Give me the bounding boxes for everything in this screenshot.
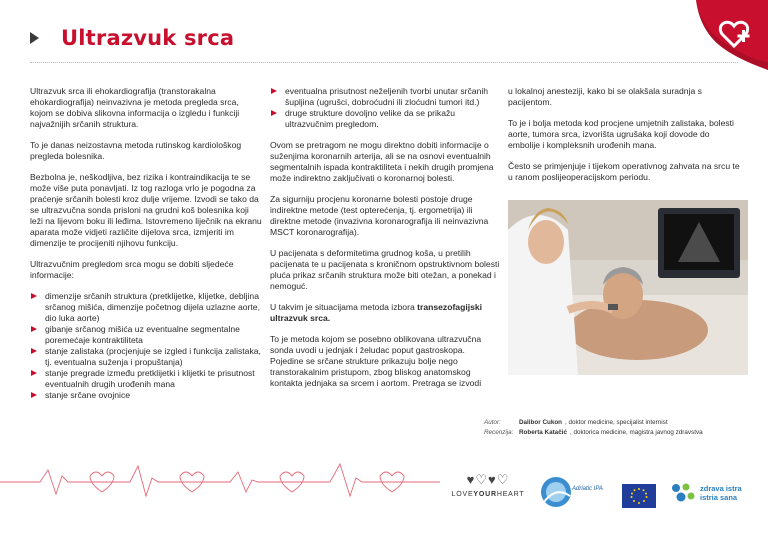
paragraph: Ovom se pretragom ne mogu direktno dobiti informacije o suženjima koronarnih arterija, ali se na osnovi eventualnih segmentalnih ispada kontraktiliteta i nekih drugih promjena može indirektno zaključivati o koronarnoj bolesti. (270, 140, 494, 183)
paragraph: u lokalnoj anesteziji, kako bi se olakšala suradnja s pacijentom. (508, 86, 702, 107)
logo-text: LOVE (451, 491, 474, 498)
title-row (30, 26, 234, 50)
paragraph: Često se primjenjuje i tijekom operativnog zahvata na srcu te u ranom poslijeoperacijskom periodu. (508, 161, 740, 182)
paragraph: Ultrazvučnim pregledom srca mogu se dobiti sljedeće informacije: (30, 259, 234, 280)
list-item: stanje pregrade između pretklijetki i klijetki te prisutnost eventualnih drugih urođenih mana (30, 368, 262, 390)
eu-stars-icon (622, 484, 656, 508)
partner-logos (450, 472, 742, 512)
page-title: Ultrazvuk srca (61, 26, 235, 50)
zdrava-istra-logo (670, 482, 742, 504)
ultrasound-exam-photo (508, 200, 748, 375)
credits (484, 418, 703, 438)
title-arrow-icon (30, 32, 39, 44)
info-list (30, 291, 262, 401)
list-item: druge strukture dovoljno velike da se prikažu ultrazvučnim pregledom. (270, 108, 500, 130)
column-1 (30, 86, 262, 411)
author-row (484, 418, 703, 428)
eu-flag-logo (622, 484, 656, 508)
logo-text-bold: YOUR (473, 491, 497, 498)
ipa-text: Adriatic IPA (572, 486, 603, 492)
paragraph: To je metoda kojom se posebno oblikovana ultrazvučna sonda uvodi u jednjak i želudac poput gastroskopa. Pojedine se srčane strukture prikazuju bolje nego transtorakalnim pristupom, zbog bliskog anatomskog kontakta jednjaka sa srcem i aortom. Pretraga se izvodi (270, 334, 482, 388)
reviewer-name: Roberta Katačić (519, 429, 567, 436)
reviewer-row (484, 428, 703, 438)
author-label: Autor: (484, 419, 501, 426)
hearts-icon: ♥♡♥♡ (466, 472, 510, 487)
paragraph: U pacijenata s deformitetima grudnog koša, u pretilih pacijenata te u pacijenata s kroničnom opstruktivnom bolesti pluća prikaz srčanih struktura može biti otežan, a ponekad i nemoguć. (270, 248, 500, 291)
emphasis-text: transezofagijski ultrazvuk srca. (270, 302, 483, 323)
column-2 (270, 86, 500, 399)
author-description: , doktor medicine, specijalist internist (565, 419, 668, 426)
paragraph-text: U takvim je situacijama metoda izbora (270, 302, 418, 312)
list-item: stanje zalistaka (procjenjuje se izgled i funkcija zalistaka, tj. eventualna suženja i propuštanja) (30, 346, 262, 368)
list-item: eventualna prisutnost neželjenih tvorbi unutar srčanih šupljina (ugrušci, dobroćudni ili zloćudni tumori itd.) (270, 86, 500, 108)
info-list-continued (270, 86, 500, 130)
corner-logo-icon (676, 0, 768, 70)
paragraph (270, 302, 500, 324)
istra-text (700, 484, 742, 502)
column-3 (508, 86, 740, 193)
reviewer-description: , doktorica medicine, magistra javnog zdravstva (569, 429, 703, 436)
paragraph: Za sigurniju procjenu koronarne bolesti postoje druge indirektne metode (test opterećenja, tj. ergometrija) ili direktne metode (invazivna koronarografija ili neinvazivna MSCT koronarografija). (270, 194, 489, 237)
love-your-heart-text (450, 491, 526, 498)
istra-line-1: zdrava istra (700, 484, 742, 493)
author-name: Dalibor Cukon (519, 419, 563, 426)
love-your-heart-logo (450, 472, 526, 498)
paragraph: To je i bolja metoda kod procjene umjetnih zalistaka, bolesti aorte, tumora srca, izvorišta ugrušaka koji dovode do embolije i kompleksnih urođenih mana. (508, 118, 734, 150)
ipa-globe-icon (538, 472, 610, 512)
paragraph: Bezbolna je, neškodljiva, bez rizika i kontraindikacija te se može više puta ponavljati. Iz tog razloga vrlo je pogodna za praćenje srčanih bolesti kroz dulje vrijeme. Izvodi se tako da se ultrazvučna sonda prisloni na grudni koš bolesnika koji leži na lijevom boku ili leđima. Istovremeno liječnik na ekranu aparata može vidjeti različite dijelova srca, izmjeriti im dimenzije te procijeniti njihovu funkciju. (30, 172, 262, 248)
list-item: gibanje srčanog mišića uz eventualne segmentalne poremećaje kontraktiliteta (30, 324, 262, 346)
title-divider (30, 62, 738, 63)
istra-dots-icon (670, 482, 696, 504)
list-item: dimenzije srčanih struktura (pretklijetke, klijetke, debljina srčanog mišića, dimenzije početnog dijela uzlazne aorte, dio luka aorte) (30, 291, 262, 324)
istra-line-2: istria sana (700, 493, 738, 502)
intro-paragraph: Ultrazvuk srca ili ehokardiografija (transtorakalna ehokardiografija) neinvazivna je metoda pregleda srca, kojom se dobiva slikovna informacija o izgledu i funkciji najvažnijih srčanih struktura. (30, 86, 240, 129)
list-item: stanje srčane ovojnice (30, 390, 262, 401)
reviewer-label: Recenzija: (484, 429, 514, 436)
paragraph: To je danas neizostavna metoda rutinskog kardiološkog pregleda bolesnika. (30, 140, 242, 161)
logo-text: HEART (496, 491, 525, 498)
adriatic-ipa-logo (538, 472, 610, 512)
